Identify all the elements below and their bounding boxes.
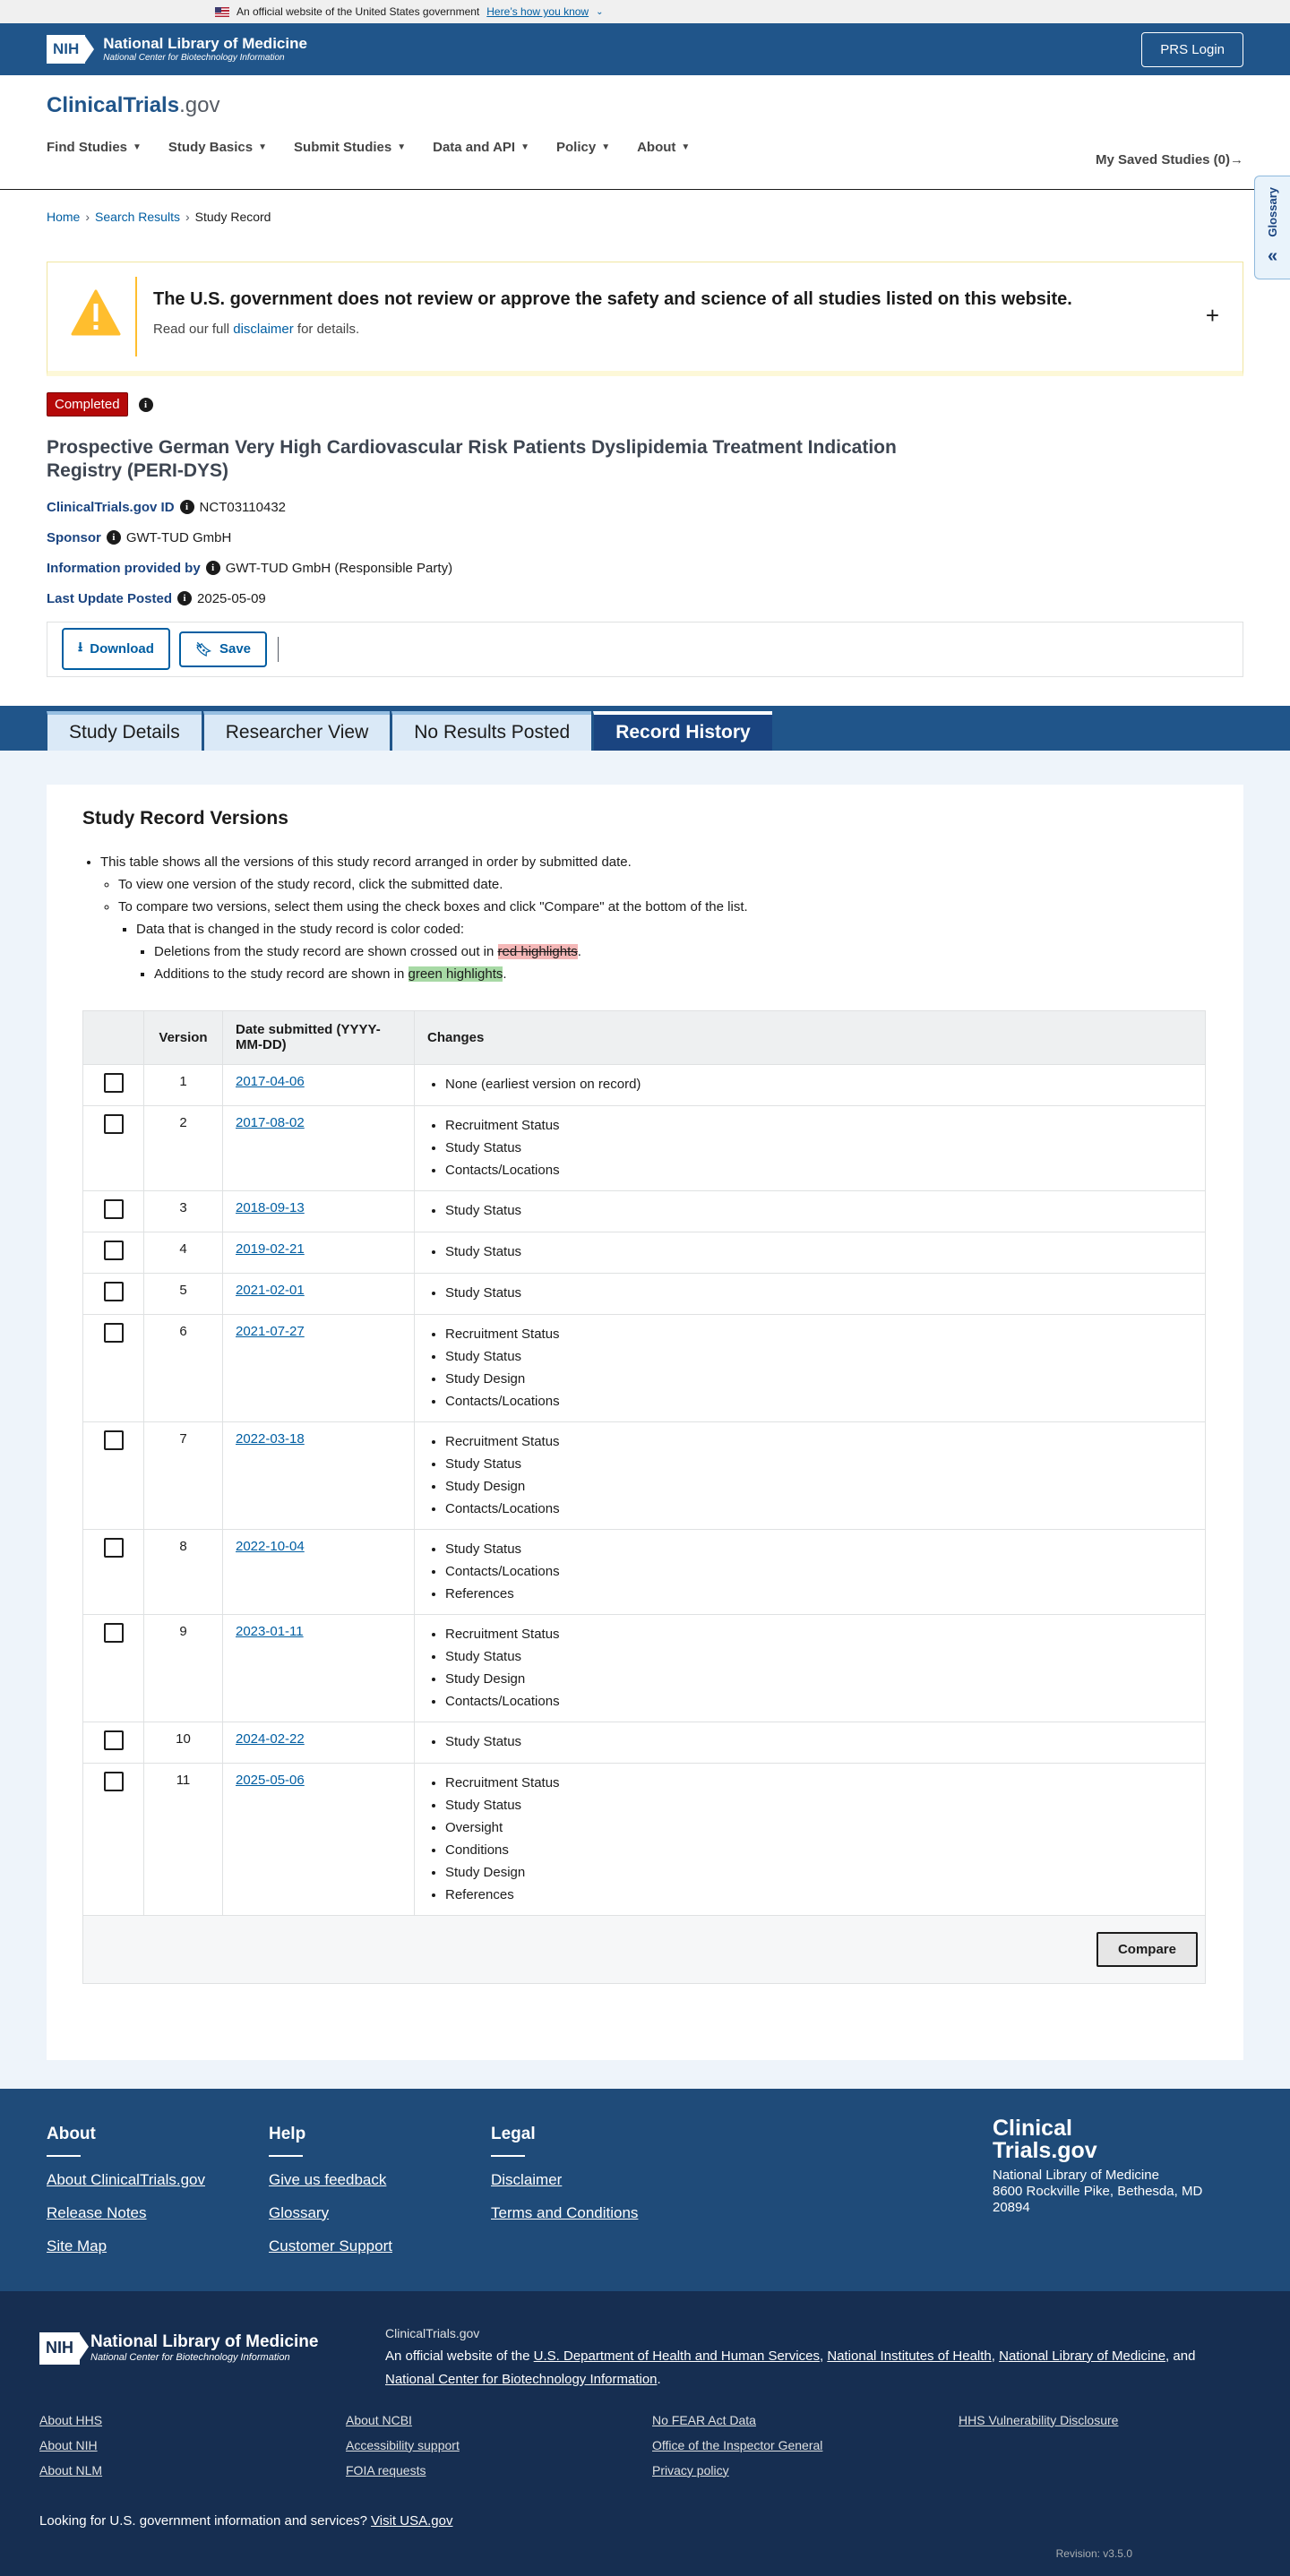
version-cell: 7 xyxy=(144,1421,223,1529)
meta-last-update xyxy=(47,591,1243,606)
study-title: Prospective German Very High Cardiovascular Risk Patients Dyslipidemia Treatment Indication Registry (PERI-DYS) xyxy=(47,437,897,482)
changes-cell xyxy=(415,1273,1206,1314)
footer-link-terms[interactable]: Terms and Conditions xyxy=(491,2203,639,2221)
changes-cell xyxy=(415,1614,1206,1722)
usa-gov-line xyxy=(39,2513,452,2529)
status-row xyxy=(0,376,1290,416)
meta-nct-id xyxy=(47,500,1243,515)
chevron-down-icon: ▼ xyxy=(397,142,407,152)
change-item: • Study Status xyxy=(445,1794,1192,1816)
change-item: • Study Status xyxy=(445,1241,1192,1263)
info-icon[interactable]: i xyxy=(177,591,192,605)
footer-about-title: About xyxy=(47,2124,96,2143)
breadcrumb-home[interactable]: Home xyxy=(47,210,81,224)
version-checkbox[interactable] xyxy=(104,1323,124,1343)
meta-value: 2025-05-09 xyxy=(197,590,266,606)
address-line: 8600 Rockville Pike, Bethesda, MD xyxy=(993,2183,1203,2199)
change-item: • Recruitment Status xyxy=(445,1114,1192,1137)
nav-label: Policy xyxy=(556,140,597,155)
versions-intro xyxy=(100,851,1208,985)
changes-cell xyxy=(415,1190,1206,1232)
table-row xyxy=(83,1190,1206,1232)
intro-item-additions: ▪ Additions to the study record are shown in green highlights. xyxy=(154,963,1208,985)
usa-text: Looking for U.S. government information and services? xyxy=(39,2512,368,2529)
change-item: • References xyxy=(445,1583,1192,1605)
version-checkbox[interactable] xyxy=(104,1623,124,1643)
footer-link-support[interactable]: Customer Support xyxy=(269,2237,392,2254)
footer-legal-col xyxy=(491,2125,638,2237)
footer-link[interactable]: FOIA requests xyxy=(346,2462,426,2477)
footer-link[interactable]: No FEAR Act Data xyxy=(652,2412,756,2427)
change-item: • Contacts/Locations xyxy=(445,1390,1192,1413)
nih-mark: NIH xyxy=(47,35,85,64)
intro-item: • This table shows all the versions of this study record arranged in order by submitted date. xyxy=(100,851,1208,873)
footer-official-text: An official website of the U.S. Department of Health and Human Services, National Institutes of Health, National Library of Medicine, and National Center for Biotechnology Information. xyxy=(385,2348,1196,2387)
date-cell xyxy=(223,1529,415,1614)
version-checkbox[interactable] xyxy=(104,1114,124,1134)
disclaimer-title: The U.S. government does not review or approve the safety and science of all studies listed on this website. xyxy=(153,289,1072,309)
date-cell xyxy=(223,1314,415,1421)
footer-logo-line: Trials.gov xyxy=(993,2137,1097,2163)
footer-link[interactable]: About NIH xyxy=(39,2437,98,2452)
logo-main: ClinicalTrials xyxy=(47,93,180,117)
version-cell: 9 xyxy=(144,1614,223,1722)
nav-policy[interactable] xyxy=(556,140,610,155)
change-item: • Contacts/Locations xyxy=(445,1690,1192,1713)
meta-key: Sponsor xyxy=(47,529,101,545)
meta-key: Last Update Posted xyxy=(47,590,173,606)
footer-about-col xyxy=(47,2125,205,2271)
site-header xyxy=(0,75,1290,190)
download-label: Download xyxy=(90,641,154,657)
nav-find-studies[interactable] xyxy=(47,140,142,155)
version-cell: 8 xyxy=(144,1529,223,1614)
clinicaltrials-logo[interactable] xyxy=(47,93,1243,118)
change-item: • Study Design xyxy=(445,1368,1192,1390)
link-nlm[interactable]: National Library of Medicine xyxy=(999,2348,1166,2364)
disclaimer-sub-before: Read our full xyxy=(153,322,230,337)
version-checkbox[interactable] xyxy=(104,1772,124,1791)
glossary-tab[interactable] xyxy=(1254,176,1290,279)
intro-item: ◦ To view one version of the study record, click the submitted date. xyxy=(118,873,1208,896)
study-actions xyxy=(47,622,1243,677)
footer-legal-title: Legal xyxy=(491,2124,536,2143)
version-cell: 10 xyxy=(144,1722,223,1763)
footer-link-glossary[interactable]: Glossary xyxy=(269,2203,330,2221)
change-item: • Oversight xyxy=(445,1816,1192,1839)
meta-key: ClinicalTrials.gov ID xyxy=(47,499,175,515)
footer-link-feedback[interactable]: Give us feedback xyxy=(269,2170,387,2188)
nav-label: Submit Studies xyxy=(294,140,392,155)
additions-text: Additions to the study record are shown in xyxy=(154,966,405,982)
main-nav xyxy=(47,140,1243,155)
changes-cell xyxy=(415,1314,1206,1421)
warning-icon xyxy=(71,289,121,336)
gov-banner-text: An official website of the United States government xyxy=(236,5,480,18)
versions-heading: Study Record Versions xyxy=(82,807,288,829)
version-checkbox[interactable] xyxy=(104,1430,124,1450)
disclaimer-link[interactable]: disclaimer xyxy=(233,322,294,337)
link-ncbi[interactable]: National Center for Biotechnology Information xyxy=(385,2371,658,2387)
tab-study-details[interactable]: Study Details xyxy=(47,711,202,751)
change-item: • Study Status xyxy=(445,1345,1192,1368)
chevron-right-icon: › xyxy=(85,210,90,224)
versions-table xyxy=(82,1010,1206,1984)
logo-suffix: .gov xyxy=(179,93,220,117)
change-item: • Recruitment Status xyxy=(445,1623,1192,1645)
info-icon[interactable]: i xyxy=(139,398,153,412)
tab-researcher-view[interactable]: Researcher View xyxy=(203,711,391,751)
select-cell xyxy=(83,1064,144,1105)
footer-link[interactable]: About NLM xyxy=(39,2462,103,2477)
footer-link[interactable]: Accessibility support xyxy=(346,2437,460,2452)
change-item: • Study Status xyxy=(445,1538,1192,1560)
chevron-down-icon: ▼ xyxy=(520,142,529,152)
table-row xyxy=(83,1232,1206,1273)
version-date-link[interactable]: 2019-02-21 xyxy=(236,1241,305,1257)
nav-submit-studies[interactable] xyxy=(294,140,406,155)
gov-banner xyxy=(0,0,1290,23)
chevron-down-icon: ▼ xyxy=(133,142,142,152)
footer-rule xyxy=(491,2155,525,2157)
changes-cell xyxy=(415,1064,1206,1105)
footer-link-site-map[interactable]: Site Map xyxy=(47,2237,108,2254)
content-area xyxy=(0,751,1290,2089)
link-hhs[interactable]: U.S. Department of Health and Human Services xyxy=(533,2348,820,2364)
select-cell xyxy=(83,1763,144,1915)
version-cell: 2 xyxy=(144,1105,223,1190)
changes-cell xyxy=(415,1421,1206,1529)
table-row xyxy=(83,1105,1206,1190)
footer-links-grid xyxy=(39,2413,1265,2477)
version-cell: 5 xyxy=(144,1273,223,1314)
version-checkbox[interactable] xyxy=(104,1073,124,1093)
footer-ct-logo[interactable] xyxy=(993,2117,1202,2162)
changes-cell xyxy=(415,1722,1206,1763)
save-label: Save xyxy=(219,641,252,657)
chevron-down-icon: ▼ xyxy=(681,142,691,152)
nav-study-basics[interactable] xyxy=(168,140,267,155)
date-cell xyxy=(223,1105,415,1190)
nlm-logo[interactable] xyxy=(47,35,307,64)
table-row xyxy=(83,1763,1206,1915)
select-cell xyxy=(83,1190,144,1232)
footer-logo-line: Clinical xyxy=(993,2115,1072,2141)
chevron-down-icon: ▼ xyxy=(601,142,611,152)
change-item: • Conditions xyxy=(445,1839,1192,1861)
changes-cell xyxy=(415,1105,1206,1190)
nav-label: Find Studies xyxy=(47,140,127,155)
how-you-know-link[interactable]: Here’s how you know xyxy=(486,5,589,18)
select-cell xyxy=(83,1232,144,1273)
divider xyxy=(278,637,279,662)
tabs-band xyxy=(0,706,1290,751)
footer-site-name: ClinicalTrials.gov xyxy=(385,2325,480,2340)
nav-about[interactable] xyxy=(637,140,690,155)
select-cell xyxy=(83,1529,144,1614)
select-cell xyxy=(83,1314,144,1421)
us-flag-icon xyxy=(215,7,229,17)
table-row xyxy=(83,1722,1206,1763)
version-date-link[interactable]: 2021-07-27 xyxy=(236,1323,305,1339)
change-item: • None (earliest version on record) xyxy=(445,1073,1192,1095)
intro-item-deletions: ▪ Deletions from the study record are shown crossed out in red highlights. xyxy=(154,940,1208,963)
meta-value: GWT-TUD GmbH xyxy=(125,529,232,545)
header-date: Date submitted (YYYY-MM-DD) xyxy=(223,1010,415,1064)
version-date-link[interactable]: 2018-09-13 xyxy=(236,1199,305,1215)
version-checkbox[interactable] xyxy=(104,1538,124,1558)
arrow-right-icon: → xyxy=(1230,152,1243,167)
table-row xyxy=(83,1273,1206,1314)
change-item: • References xyxy=(445,1884,1192,1906)
date-cell xyxy=(223,1273,415,1314)
version-date-link[interactable]: 2022-03-18 xyxy=(236,1430,305,1447)
version-date-link[interactable]: 2021-02-01 xyxy=(236,1282,305,1298)
change-item: • Contacts/Locations xyxy=(445,1159,1192,1181)
select-cell xyxy=(83,1614,144,1722)
version-date-link[interactable]: 2017-08-02 xyxy=(236,1114,305,1130)
info-icon[interactable]: i xyxy=(206,561,220,575)
version-date-link[interactable]: 2017-04-06 xyxy=(236,1073,305,1089)
nav-label: Data and API xyxy=(433,140,516,155)
header-changes: Changes xyxy=(415,1010,1206,1064)
change-item: • Recruitment Status xyxy=(445,1430,1192,1453)
official-prefix: An official website of the xyxy=(385,2348,530,2364)
version-checkbox[interactable] xyxy=(104,1730,124,1750)
breadcrumb xyxy=(0,190,1290,224)
version-checkbox[interactable] xyxy=(104,1241,124,1260)
changes-cell xyxy=(415,1529,1206,1614)
footer-nlm-logo[interactable] xyxy=(39,2332,318,2365)
change-item: • Contacts/Locations xyxy=(445,1498,1192,1520)
change-item: • Recruitment Status xyxy=(445,1323,1192,1345)
date-cell xyxy=(223,1614,415,1722)
footer-ct-logo-block xyxy=(993,2117,1202,2216)
table-row xyxy=(83,1529,1206,1614)
select-cell xyxy=(83,1421,144,1529)
link-nih[interactable]: National Institutes of Health xyxy=(827,2348,992,2364)
meta-value: GWT-TUD GmbH (Responsible Party) xyxy=(225,560,453,576)
table-header-row xyxy=(83,1010,1206,1064)
compare-button[interactable]: Compare xyxy=(1096,1932,1198,1967)
tab-no-results-posted[interactable]: No Results Posted xyxy=(391,711,591,751)
date-cell xyxy=(223,1064,415,1105)
bookmark-icon: 🔖︎ xyxy=(194,641,212,657)
intro-item: ◦ To compare two versions, select them using the check boxes and click "Compare" at the bottom of the list. xyxy=(118,896,1208,918)
footer-link-disclaimer[interactable]: Disclaimer xyxy=(491,2170,563,2188)
download-icon: ⭳ xyxy=(78,640,83,655)
version-date-link[interactable]: 2024-02-22 xyxy=(236,1730,305,1747)
footer-help-col xyxy=(269,2125,392,2271)
visit-usa-link[interactable]: Visit USA.gov xyxy=(371,2512,453,2529)
footer-link[interactable]: About NCBI xyxy=(346,2412,412,2427)
version-cell: 6 xyxy=(144,1314,223,1421)
info-icon[interactable]: i xyxy=(107,530,121,545)
change-item: • Study Status xyxy=(445,1137,1192,1159)
download-button[interactable] xyxy=(62,628,170,670)
chevron-down-icon: ⌄ xyxy=(596,6,604,17)
footer-address xyxy=(993,2168,1202,2216)
date-cell xyxy=(223,1232,415,1273)
select-cell xyxy=(83,1273,144,1314)
nih-header xyxy=(0,23,1290,75)
footer-bottom xyxy=(0,2291,1290,2576)
change-item: • Study Status xyxy=(445,1199,1192,1222)
footer-link-release-notes[interactable]: Release Notes xyxy=(47,2203,147,2221)
version-date-link[interactable]: 2023-01-11 xyxy=(236,1623,304,1639)
version-date-link[interactable]: 2025-05-06 xyxy=(236,1772,305,1788)
footer-rule xyxy=(269,2155,303,2157)
date-cell xyxy=(223,1763,415,1915)
ncbi-subtitle: National Center for Biotechnology Information xyxy=(103,52,285,63)
chevron-down-icon: ▼ xyxy=(258,142,268,152)
study-meta xyxy=(0,484,1290,606)
footer-link[interactable]: HHS Vulnerability Disclosure xyxy=(959,2412,1119,2427)
prs-login-button[interactable]: PRS Login xyxy=(1141,32,1243,67)
disclaimer-divider xyxy=(135,277,137,356)
footer-help-title: Help xyxy=(269,2124,306,2143)
version-checkbox[interactable] xyxy=(104,1199,124,1219)
intro-item: ▪ Data that is changed in the study record is color coded: xyxy=(136,918,1208,940)
chevron-right-icon: › xyxy=(185,210,190,224)
footer-top xyxy=(0,2089,1290,2291)
date-cell xyxy=(223,1421,415,1529)
nav-data-api[interactable] xyxy=(433,140,529,155)
tab-record-history[interactable]: Record History xyxy=(593,711,772,751)
green-highlight-sample: green highlights xyxy=(408,966,503,982)
footer-rule xyxy=(47,2155,81,2157)
version-cell: 3 xyxy=(144,1190,223,1232)
glossary-label: Glossary xyxy=(1266,187,1279,237)
study-tabs xyxy=(47,711,772,751)
version-date-link[interactable]: 2022-10-04 xyxy=(236,1538,305,1554)
change-item: • Study Status xyxy=(445,1282,1192,1304)
disclaimer-subtext xyxy=(153,322,359,337)
version-cell: 1 xyxy=(144,1064,223,1105)
info-icon[interactable]: i xyxy=(180,500,194,514)
date-cell xyxy=(223,1190,415,1232)
compare-row xyxy=(83,1915,1206,1983)
date-cell xyxy=(223,1722,415,1763)
changes-cell xyxy=(415,1232,1206,1273)
footer-official-info xyxy=(385,2322,1227,2391)
meta-sponsor xyxy=(47,530,1243,545)
nav-label: Study Basics xyxy=(168,140,254,155)
address-line: 20894 xyxy=(993,2199,1030,2215)
compare-cell xyxy=(83,1915,1206,1983)
deletions-text: Deletions from the study record are shown crossed out in xyxy=(154,943,494,959)
version-checkbox[interactable] xyxy=(104,1282,124,1301)
footer-link[interactable]: Privacy policy xyxy=(652,2462,729,2477)
table-row xyxy=(83,1421,1206,1529)
header-select xyxy=(83,1010,144,1064)
revision-text: Revision: v3.5.0 xyxy=(1055,2546,1132,2560)
saved-studies-link[interactable] xyxy=(1096,152,1243,167)
meta-key: Information provided by xyxy=(47,560,201,576)
change-item: • Contacts/Locations xyxy=(445,1560,1192,1583)
breadcrumb-search-results[interactable]: Search Results xyxy=(95,210,180,224)
change-item: • Study Design xyxy=(445,1668,1192,1690)
versions-card xyxy=(47,785,1243,2060)
footer-link[interactable]: About HHS xyxy=(39,2412,103,2427)
address-line: National Library of Medicine xyxy=(993,2167,1159,2183)
breadcrumb-current: Study Record xyxy=(194,210,271,224)
ncbi-subtitle: National Center for Biotechnology Information xyxy=(90,2351,290,2363)
footer-link[interactable]: Office of the Inspector General xyxy=(652,2437,823,2452)
footer-link-about-ct[interactable]: About ClinicalTrials.gov xyxy=(47,2170,205,2188)
disclaimer-sub-after: for details. xyxy=(297,322,360,337)
header-version: Version xyxy=(144,1010,223,1064)
nlm-title: National Library of Medicine xyxy=(90,2332,319,2351)
nih-mark: NIH xyxy=(39,2332,80,2365)
table-row xyxy=(83,1614,1206,1722)
red-highlight-sample: red highlights xyxy=(497,943,578,959)
nlm-title: National Library of Medicine xyxy=(103,35,307,53)
change-item: • Study Design xyxy=(445,1475,1192,1498)
saved-studies-label: My Saved Studies (0) xyxy=(1095,152,1230,167)
status-badge: Completed xyxy=(47,392,128,416)
version-cell: 4 xyxy=(144,1232,223,1273)
double-chevron-left-icon: « xyxy=(1267,245,1278,266)
disclaimer-alert xyxy=(47,262,1243,376)
changes-cell xyxy=(415,1763,1206,1915)
versions-body xyxy=(83,1064,1206,1915)
expand-plus-icon[interactable]: + xyxy=(1205,302,1219,329)
change-item: • Study Status xyxy=(445,1453,1192,1475)
change-item: • Study Design xyxy=(445,1861,1192,1884)
select-cell xyxy=(83,1722,144,1763)
version-cell: 11 xyxy=(144,1763,223,1915)
table-row xyxy=(83,1314,1206,1421)
save-button[interactable] xyxy=(179,631,267,667)
meta-information-provided-by xyxy=(47,561,1243,576)
change-item: • Recruitment Status xyxy=(445,1772,1192,1794)
change-item: • Study Status xyxy=(445,1645,1192,1668)
meta-value: NCT03110432 xyxy=(199,499,286,515)
table-row xyxy=(83,1064,1206,1105)
nav-label: About xyxy=(637,140,676,155)
change-item: • Study Status xyxy=(445,1730,1192,1753)
select-cell xyxy=(83,1105,144,1190)
